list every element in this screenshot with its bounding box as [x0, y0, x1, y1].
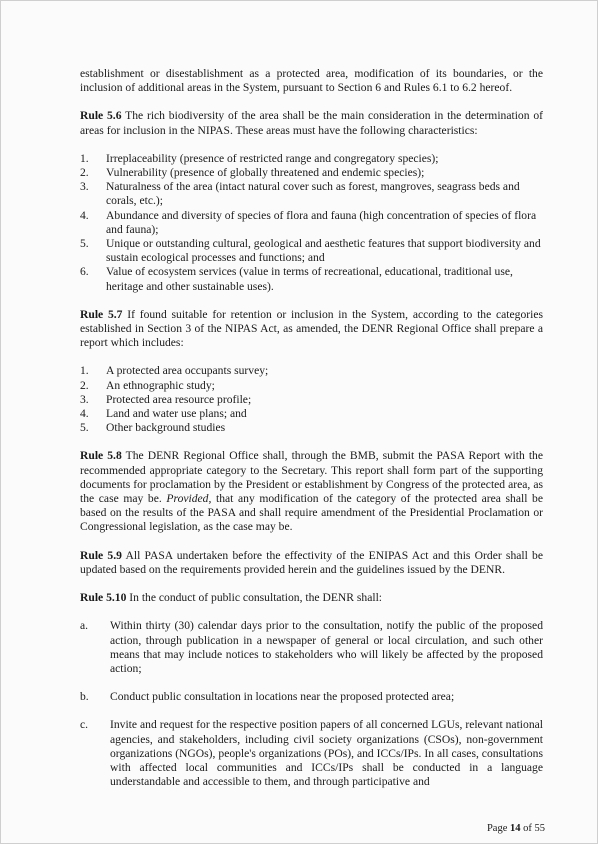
list-number: 5.	[80, 237, 89, 251]
list-text: Naturalness of the area (intact natural cover such as forest, mangroves, seagrass beds and corals, etc.);	[106, 180, 520, 208]
rule-5-8-label: Rule 5.8	[80, 449, 122, 463]
list-letter: a.	[80, 619, 89, 633]
list-letter: b.	[80, 690, 89, 704]
list-text: Protected area resource profile;	[106, 392, 252, 406]
page-prefix: Page	[486, 823, 510, 834]
provided-emphasis: Provided,	[166, 492, 212, 506]
rule-5-6-list	[80, 152, 543, 294]
list-number: 1.	[80, 364, 89, 378]
list-text: Other background studies	[106, 421, 226, 435]
list-item	[80, 265, 543, 293]
rule-5-7-label: Rule 5.7	[80, 307, 123, 321]
rule-5-6-text: The rich biodiversity of the area shall be the main consideration in the determination of areas for inclusion in the NIPAS. These areas must have the following characteristics:	[80, 109, 543, 137]
list-item	[80, 379, 543, 393]
page-of: of	[520, 823, 535, 834]
list-text: Vulnerability (presence of globally threatened and endemic species);	[106, 166, 425, 180]
list-letter: c.	[80, 718, 89, 732]
list-text: Abundance and diversity of species of flora and fauna (high concentration of species of flora and fauna);	[106, 208, 537, 236]
rule-5-9-label: Rule 5.9	[80, 548, 122, 562]
list-number: 4.	[80, 407, 89, 421]
rule-5-6-label: Rule 5.6	[80, 109, 122, 123]
rule-5-8-paragraph	[80, 449, 543, 534]
list-number: 3.	[80, 392, 89, 406]
list-item	[80, 718, 543, 789]
rule-5-9-text: All PASA undertaken before the effectivity of the ENIPAS Act and this Order shall be updated based on the requirements provided herein and the guidelines issued by the DENR.	[80, 548, 543, 576]
rule-5-9-paragraph	[80, 549, 543, 577]
list-number: 2.	[80, 378, 89, 392]
list-number: 5.	[80, 421, 89, 435]
intro-paragraph: establishment or disestablishment as a protected area, modification of its boundaries, or the inclusion of additional areas in the System, pursuant to Section 6 and Rules 6.1 to 6.2 hereof.	[80, 67, 543, 95]
rule-5-7-list	[80, 364, 543, 435]
list-number: 6.	[80, 265, 89, 279]
list-text: Irreplaceability (presence of restricted range and congregatory species);	[106, 151, 439, 165]
page-current: 14	[510, 823, 521, 834]
list-item	[80, 619, 543, 676]
list-item	[80, 152, 543, 166]
page-content	[80, 67, 543, 789]
rule-5-10-list	[80, 619, 543, 789]
list-number: 1.	[80, 151, 89, 165]
rule-5-8-text-b: that any modification of the category of the protected area shall be based on the results of the PASA and shall require amendment of the Presidential Proclamation or Congressional legislation, as the case may be.	[80, 492, 543, 534]
list-item	[80, 393, 543, 407]
list-text: Invite and request for the respective position papers of all concerned LGUs, relevant national agencies, and stakeholders, including civil society organizations (CSOs), non-government organizations (NGOs), people's organizations (POs), and ICCs/IPs. In all cases, consultations with affected local communities and ICCs/IPs shall be conducted in a language understandable and accessible to them, and through participative and	[110, 718, 543, 789]
list-text: An ethnographic study;	[106, 378, 215, 392]
rule-5-6-paragraph	[80, 109, 543, 137]
list-item	[80, 166, 543, 180]
list-text: Unique or outstanding cultural, geological and aesthetic features that support biodiversity and sustain ecological processes and functions; and	[106, 237, 541, 265]
list-text: Land and water use plans; and	[106, 407, 247, 421]
list-item	[80, 180, 543, 208]
page-number-footer	[487, 823, 545, 834]
list-text: A protected area occupants survey;	[106, 364, 269, 378]
rule-5-7-paragraph	[80, 308, 543, 351]
list-item	[80, 237, 543, 265]
list-text: Value of ecosystem services (value in terms of recreational, educational, traditional use, heritage and other sustainable uses).	[106, 265, 513, 293]
list-item	[80, 364, 543, 378]
list-number: 2.	[80, 166, 89, 180]
list-number: 4.	[80, 208, 89, 222]
list-item	[80, 421, 543, 435]
rule-5-10-label: Rule 5.10	[80, 591, 127, 605]
rule-5-8-text-a: The DENR Regional Office shall, through the BMB, submit the PASA Report with the recommended appropriate category to the Secretary. This report shall form part of the supporting documents for proclamation by the President or establishment by Congress of the protected area, as the case may be.	[80, 449, 544, 506]
list-text: Within thirty (30) calendar days prior to the consultation, notify the public of the proposed action, through publication in a newspaper of general or local circulation, and such other means that may include notices to stakeholders who will likely be affected by the proposed action;	[110, 619, 543, 675]
list-text: Conduct public consultation in locations near the proposed protected area;	[110, 690, 455, 704]
rule-5-10-text: In the conduct of public consultation, the DENR shall:	[126, 591, 383, 605]
list-item	[80, 209, 543, 237]
list-item	[80, 407, 543, 421]
page-total: 55	[534, 823, 545, 834]
list-number: 3.	[80, 180, 89, 194]
list-item	[80, 690, 543, 704]
rule-5-10-paragraph	[80, 591, 543, 605]
rule-5-7-text: If found suitable for retention or inclusion in the System, according to the categories established in Section 3 of the NIPAS Act, as amended, the DENR Regional Office shall prepare a report which includes:	[80, 307, 544, 350]
